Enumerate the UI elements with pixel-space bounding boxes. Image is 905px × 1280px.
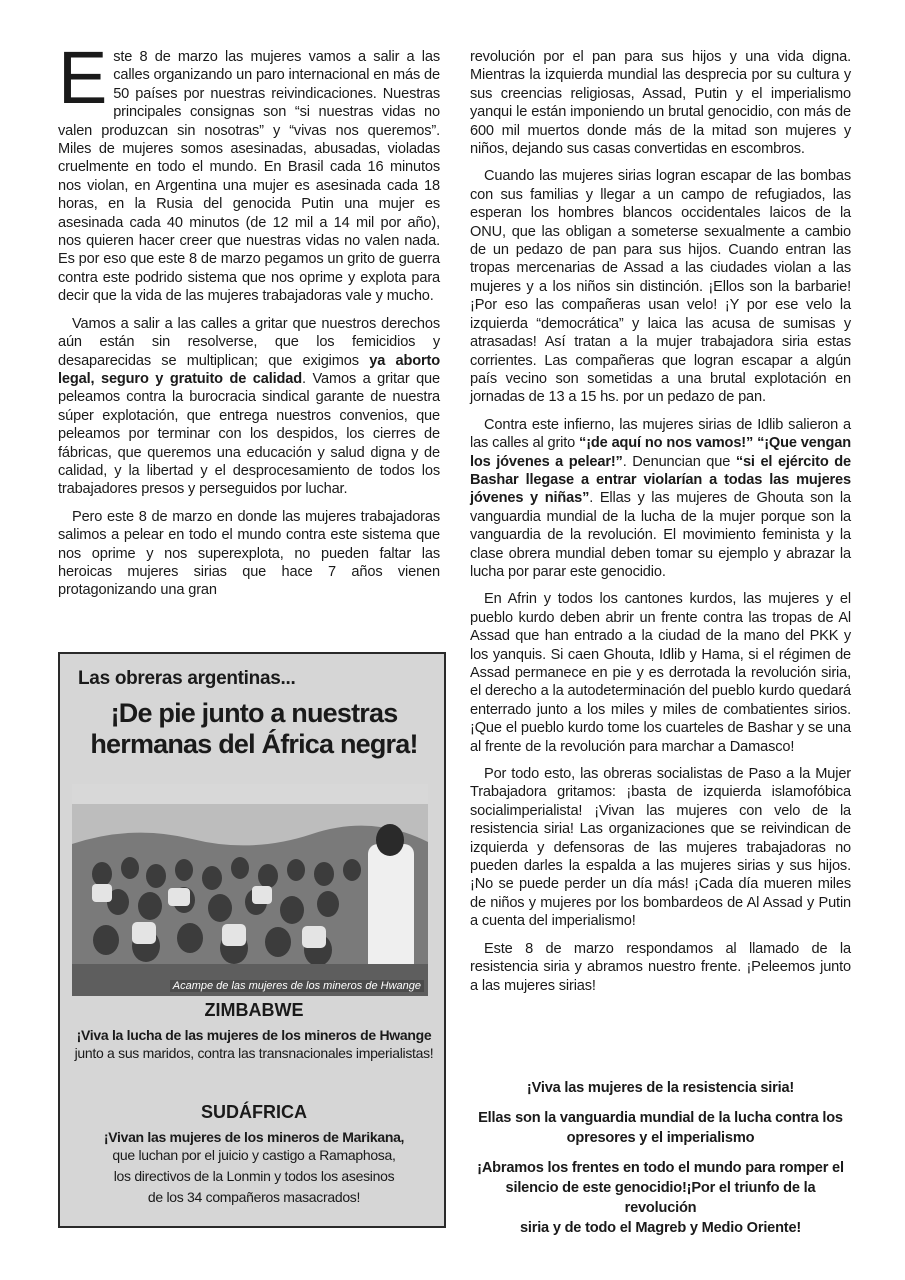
sudafrica-line-2: los directivos de la Lonmin y todos los asesinos	[113, 1168, 395, 1184]
right-column	[470, 48, 851, 1004]
paragraph-intro	[58, 36, 440, 306]
paragraph-idlib-text-b: . Denuncian que	[622, 453, 736, 470]
left-column	[58, 36, 440, 609]
sudafrica-lead: ¡Vivan las mujeres de los mineros de Marikana,	[103, 1129, 405, 1145]
paragraph-demands	[58, 315, 440, 499]
drop-cap: E	[58, 36, 108, 119]
protest-photo	[72, 784, 428, 996]
closing-slogan-1: ¡Viva las mujeres de la resistencia siria!	[526, 1080, 795, 1096]
paragraph-idlib-text-a: Contra este infierno, las mujeres sirias de Idlib salieron a las calles al grito	[470, 416, 851, 452]
paragraph-paso-mujer: Por todo esto, las obreras socialistas de Paso a la Mujer Trabajadora gritamos: ¡basta de izquierda islamofóbica socialimperialista! ¡Vivan las mujeres con velo de la resistencia siria! Las organizaciones que se reivindican de izquierda y defensoras de las mujeres trabajadoras no pueden darles la espalda a las mujeres sirias y sus hijos. ¡No se puede perder un día más! ¡Cada día mueren miles de niños y mujeres por los bombardeos de Al Assad y Putin a cuenta del imperialismo!	[470, 766, 851, 930]
paragraph-syria-intro: Pero este 8 de marzo en donde las mujeres trabajadoras salimos a pelear en todo el mundo contra este sistema que nos oprime y nos superexplota, no pueden faltar las heroicas mujeres sirias que hace 7 años vienen protagonizando una gran	[58, 508, 440, 599]
paragraph-idlib	[470, 416, 851, 582]
closing-slogan-2	[470, 1108, 851, 1148]
paragraph-revolution: revolución por el pan para sus hijos y una vida digna. Mientras la izquierda mundial las desprecia por su cultura y sus creencias religiosas, Assad, Putin y el imperialismo yanqui le están imponiendo un brutal genocidio, con más de 600 mil muertos donde más de la mitad son mujeres y niños, dejando sus casas convertidas en escombros.	[470, 49, 851, 158]
abortion-demand: ya aborto legal, seguro y gratuito de calidad	[58, 352, 440, 387]
box-headline-line-2: hermanas del África negra!	[90, 729, 418, 759]
zimbabwe-section	[60, 1000, 448, 1064]
paragraph-idlib-text-c: . Ellas y las mujeres de Ghouta son la vanguardia mundial de la lucha de la mujer porque son la vanguardia de la revolución. El movimiento feminista y la clase obrera mundial deben tomar su ejemplo y abrazar la lucha por parar este genocidio.	[470, 490, 851, 580]
protest-photo-illustration	[72, 784, 428, 996]
closing-slogan-3-line-1: ¡Abramos los frentes en todo el mundo para romper el	[477, 1160, 844, 1176]
idlib-slogan: “¡de aquí no nos vamos!” “¡Que vengan los jóvenes a pelear!”	[470, 435, 851, 470]
paragraph-intro-text: ste 8 de marzo las mujeres vamos a salir a las calles organizando un paro internacional en más de 50 países por nuestras reivindicaciones. Nuestras principales consignas son “si nuestras vidas no valen produzcan sin nosotras” y “vivas nos queremos”. Miles de mujeres somos asesinadas, abusadas, violadas cruelmente en todo el mundo. En Brasil cada 16 minutos nos violan, en Argentina una mujer es asesinada cada 18 horas, en la Rusia del genocida Putin una mujer es asesinada cada 40 minutos (de 12 mil a 14 mil por año), nos quieren hacer creer que nuestras vidas no valen nada. Es por eso que este 8 de marzo pegamos un grito de guerra contra este podrido sistema que nos oprime y explota para decir que la vida de las mujeres trabajadoras vale y mucho.	[58, 49, 440, 305]
closing-slogan-2-line-1: Ellas son la vanguardia mundial de la lucha contra los	[478, 1110, 843, 1126]
closing-slogan-3	[470, 1158, 851, 1238]
box-headline-line-1: ¡De pie junto a nuestras	[110, 698, 398, 728]
zimbabwe-title: ZIMBABWE	[204, 1000, 304, 1020]
sudafrica-title: SUDÁFRICA	[201, 1102, 307, 1122]
box-kicker: Las obreras argentinas...	[78, 668, 296, 689]
paragraph-demands-text-a: Vamos a salir a las calles a gritar que nuestros derechos aún están sin resolverse, que los femicidios y desaparecidas se multiplican; que exigimos	[58, 315, 440, 369]
sudafrica-section	[60, 1102, 448, 1208]
paragraph-march-8: Este 8 de marzo respondamos al llamado de la resistencia siria y abramos nuestro frente. ¡Peleemos junto a las mujeres sirias!	[470, 940, 851, 994]
closing-slogan-3-line-3: siria y de todo el Magreb y Medio Oriente!	[519, 1220, 802, 1236]
sudafrica-line-1: que luchan por el juicio y castigo a Ramaphosa,	[112, 1147, 396, 1163]
zimbabwe-lead: ¡Viva la lucha de las mujeres de los mineros de Hwange	[76, 1027, 432, 1043]
sudafrica-line-3: de los 34 compañeros masacrados!	[147, 1189, 361, 1205]
paragraph-demands-text-b: . Vamos a gritar que peleamos contra la burocracia sindical garante de nuestra súper explotación, que entrega nuestros convenios, que peleamos por terminar con los despidos, los cierres de fábricas, que queremos una educación y salud digna y de calidad, y la libertad y el desprocesamiento de todos los trabajadores presos y perseguidos por luchar.	[58, 370, 440, 498]
photo-caption: Acampe de las mujeres de los mineros de Hwange	[170, 980, 424, 992]
paragraph-afrin: En Afrin y todos los cantones kurdos, las mujeres y el pueblo kurdo deben abrir un frente contra las tropas de Al Assad que han entrado a la ciudad de la mano del PKK y los yanquis. Si caen Ghouta, Idlib y Hama, si el régimen de Assad permanece en pie y es derrotada la revolución siria, el derecho a la autodeterminación del pueblo kurdo quedará enterrado junto a los miles y miles de combatientes sirios. ¡Que el pueblo kurdo tome los cuarteles de Bashar y se una al frente de la revolución para marchar a Damasco!	[470, 591, 851, 755]
sidebar-box	[58, 652, 446, 1228]
box-headline	[60, 698, 448, 760]
paragraph-refugees: Cuando las mujeres sirias logran escapar de las bombas con sus familias y llegar a un campo de refugiados, las esperan los hombres blancos occidentales laicos de la ONU, que las obligan a someterse sexualmente a cambio de un pedazo de pan para sus hijos. Cuando entran las tropas mercenarias de Assad a las ciudades violan a las mujeres y a los niños sin distinción. ¡Ellos son la barbarie! ¡Por eso las compañeras usan velo! ¡Y por ese velo la izquierda “democrática” y laica las acusa de sumisas y atrasadas! Así tratan a la mujer trabajadora siria estas corrientes. Las compañeras que logran escapar a algún país vecino son sometidas a una brutal explotación en jornadas de 13 a 15 hs. por un pedazo de pan.	[470, 168, 851, 406]
zimbabwe-line: junto a sus maridos, contra las transnacionales imperialistas!	[74, 1045, 434, 1061]
idlib-quote: “si el ejército de Bashar llegase a entrar violarían a todas las mujeres jóvenes y niñas”	[470, 453, 851, 507]
closing-slogan-2-line-2: opresores y el imperialismo	[566, 1130, 755, 1146]
closing-slogan-3-line-2: silencio de este genocidio!¡Por el triunfo de la revolución	[505, 1180, 816, 1216]
